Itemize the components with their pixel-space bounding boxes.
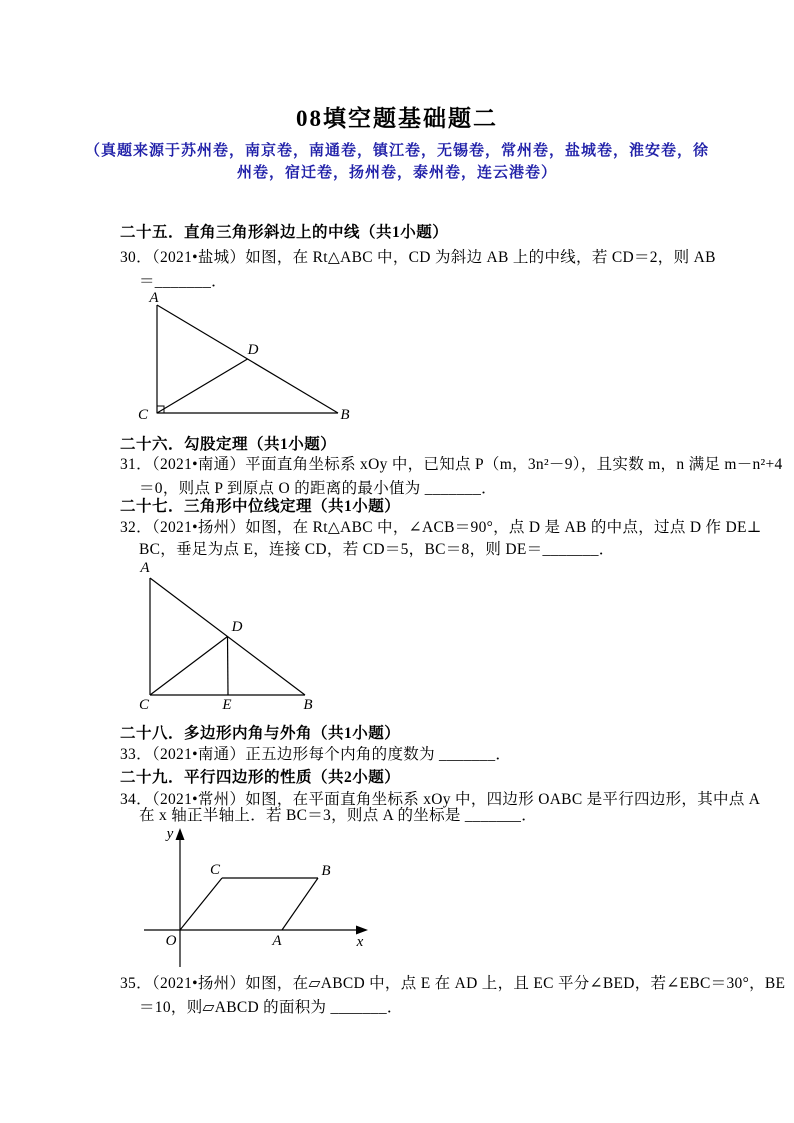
fig30-vertex-label-b: B bbox=[340, 407, 350, 423]
fig32-point-label-d: D bbox=[231, 619, 243, 635]
source-note-line-1: （真题来源于苏州卷，南京卷，南通卷，镇江卷，无锡卷，常州卷，盐城卷，淮安卷，徐 bbox=[84, 143, 709, 159]
fig34-origin-label: O bbox=[165, 933, 177, 949]
problem-32-line-2: BC，垂足为点 E，连接 CD，若 CD＝5，BC＝8，则 DE＝_______． bbox=[139, 541, 615, 558]
source-note-line-2: 州卷，宿迁卷，扬州卷，泰州卷，连云港卷） bbox=[236, 165, 557, 181]
section-27-heading: 二十七．三角形中位线定理（共1小题） bbox=[120, 498, 401, 515]
fig34-vertex-label-a: A bbox=[272, 933, 282, 949]
section-26-heading: 二十六．勾股定理（共1小题） bbox=[120, 436, 337, 453]
fig32-vertex-label-b: B bbox=[303, 697, 313, 713]
fig34-x-axis-label: x bbox=[356, 934, 364, 950]
section-28-heading: 二十八．多边形内角与外角（共1小题） bbox=[120, 725, 401, 742]
problem-34-line-2: 在 x 轴正半轴上．若 BC＝3，则点 A 的坐标是 _______． bbox=[139, 807, 538, 824]
fig34-side-ab bbox=[282, 878, 318, 930]
fig32-vertex-label-c: C bbox=[138, 697, 150, 713]
fig34-y-axis-arrow bbox=[176, 828, 185, 840]
fig30-median-cd bbox=[157, 359, 248, 413]
fig32-segment-de bbox=[228, 637, 229, 696]
fig32-segment-cd bbox=[150, 637, 228, 696]
problem-34-line-1: 34．（2021•常州）如图，在平面直角坐标系 xOy 中，四边形 OABC 是平行四边形，其中点 A bbox=[120, 791, 761, 808]
problem-35-line-1: 35．（2021•扬州）如图，在▱ABCD 中，点 E 在 AD 上，且 EC 平分∠BED，若∠EBC＝30°，BE bbox=[120, 975, 786, 992]
fig34-y-axis-label: y bbox=[166, 826, 174, 842]
fig30-vertex-label-a: A bbox=[149, 290, 159, 306]
figure-problem-32-triangle-midline bbox=[133, 558, 333, 713]
problem-32-line-1: 32．（2021•扬州）如图，在 Rt△ABC 中，∠ACB＝90°，点 D 是 AB 的中点，过点 D 作 DE⊥ bbox=[120, 519, 762, 536]
problem-30-line-1: 30．（2021•盐城）如图，在 Rt△ABC 中，CD 为斜边 AB 上的中线，若 CD＝2，则 AB bbox=[120, 249, 716, 266]
fig34-vertex-label-c: C bbox=[209, 862, 221, 878]
fig32-point-label-e: E bbox=[222, 697, 232, 713]
section-29-heading: 二十九．平行四边形的性质（共2小题） bbox=[120, 769, 401, 786]
figure-problem-30-right-triangle bbox=[128, 292, 363, 427]
fig30-point-label-d: D bbox=[247, 342, 259, 358]
page-title: 08填空题基础题二 bbox=[296, 106, 498, 131]
fig34-side-co bbox=[180, 878, 222, 930]
problem-31-line-2: ＝0，则点 P 到原点 O 的距离的最小值为 _______． bbox=[139, 480, 497, 497]
fig32-vertex-label-a: A bbox=[140, 560, 150, 576]
section-25-heading: 二十五．直角三角形斜边上的中线（共1小题） bbox=[120, 224, 449, 241]
figure-problem-34-parallelogram-axes bbox=[140, 824, 385, 974]
problem-33-line-1: 33．（2021•南通）正五边形每个内角的度数为 _______． bbox=[120, 746, 512, 763]
fig30-vertex-label-c: C bbox=[137, 407, 149, 423]
fig34-vertex-label-b: B bbox=[321, 863, 331, 879]
problem-30-line-2: ＝_______． bbox=[139, 273, 227, 290]
problem-31-line-1: 31．（2021•南通）平面直角坐标系 xOy 中，已知点 P（m，3n²－9），且实数 m，n 满足 m－n²+4 bbox=[120, 456, 783, 473]
problem-35-line-2: ＝10，则▱ABCD 的面积为 _______． bbox=[139, 999, 403, 1016]
